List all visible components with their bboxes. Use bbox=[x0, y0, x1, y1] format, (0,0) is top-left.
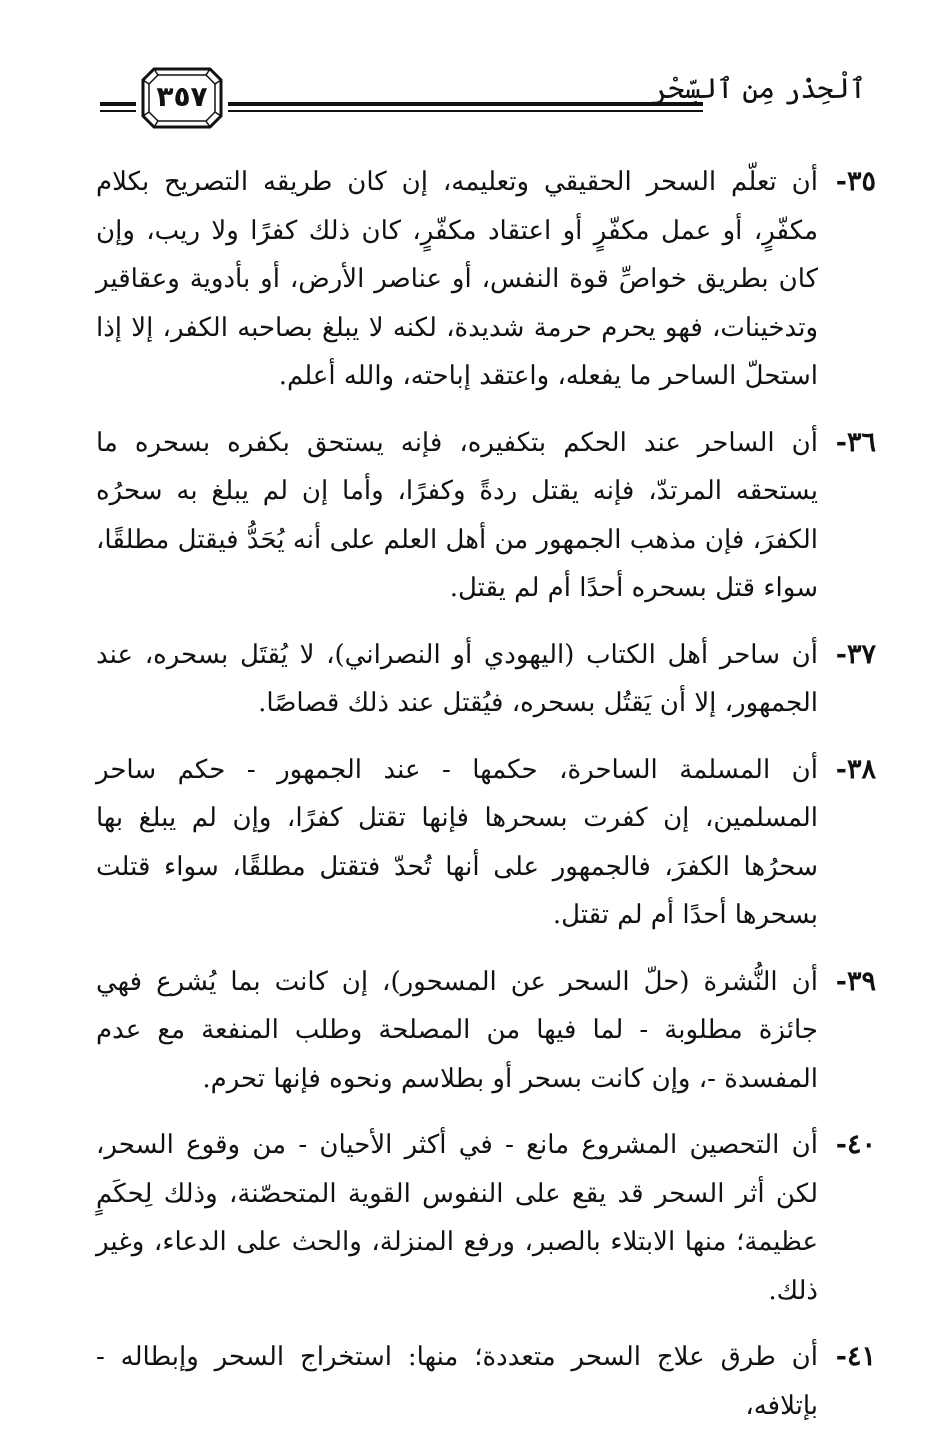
list-item bbox=[96, 746, 876, 940]
item-text: أن التحصين المشروع مانع - في أكثر الأحيان - من وقوع السحر، لكن أثر السحر قد يقع على النفوس القوية المتحصّنة، وذلك لِحكَمٍ عظيمة؛ منها الابتلاء بالصبر، ورفع المنزلة، والحث على الدعاء، وغير ذلك. bbox=[96, 1130, 818, 1306]
list-item bbox=[96, 631, 876, 728]
list-item bbox=[96, 958, 876, 1104]
page-header bbox=[98, 62, 866, 142]
header-rule bbox=[228, 102, 703, 112]
item-number: ٣٥- bbox=[835, 166, 876, 197]
header-rule-short bbox=[100, 102, 136, 112]
page-number-badge bbox=[140, 66, 224, 130]
running-title: ٱلْحِذْر مِن ٱلسِّحْر bbox=[651, 72, 866, 105]
list-item bbox=[96, 1121, 876, 1315]
item-text: أن النُّشرة (حلّ السحر عن المسحور)، إن كانت بما يُشرع فهي جائزة مطلوبة - لما فيها من المصلحة وطلب المنفعة مع عدم المفسدة -، وإن كانت بسحر أو بطلاسم ونحوه فإنها تحرم. bbox=[96, 966, 818, 1094]
page-number: ٣٥٧ bbox=[156, 80, 208, 113]
item-number: ٤٠- bbox=[835, 1129, 876, 1160]
list-item bbox=[96, 158, 876, 401]
page-body bbox=[96, 158, 876, 1448]
item-number: ٣٩- bbox=[835, 965, 876, 997]
item-number: ٣٨- bbox=[835, 753, 876, 785]
list-item bbox=[96, 419, 876, 613]
item-number: ٤١- bbox=[835, 1341, 876, 1372]
item-text: أن طرق علاج السحر متعددة؛ منها: استخراج السحر وإبطاله - بإتلافه، bbox=[96, 1342, 818, 1421]
item-text: أن المسلمة الساحرة، حكمها - عند الجمهور - حكم ساحر المسلمين، إن كفرت بسحرها فإنها تقتل كفرًا، وإن لم يبلغ بها سحرُها الكفرَ، فالجمهور على أنها تُحدّ فتقتل مطلقًا، سواء قتلت بسحرها أحدًا أم لم تقتل. bbox=[96, 754, 818, 930]
item-text: أن تعلّم السحر الحقيقي وتعليمه، إن كان طريقه التصريح بكلام مكفّرٍ، أو عمل مكفّرٍ أو اعتقاد مكفّرٍ، كان ذلك كفرًا ولا ريب، وإن كان بطريق خواصِّ قوة النفس، أو عناصر الأرض، أو بأدوية وعقاقير وتدخينات، فهو يحرم حرمة شديدة، لكنه لا يبلغ بصاحبه الكفر، إلا إذا استحلّ الساحر ما يفعله، واعتقد إباحته، والله أعلم. bbox=[96, 167, 818, 391]
item-number: ٣٦- bbox=[835, 426, 876, 458]
item-number: ٣٧- bbox=[835, 638, 876, 670]
item-text: أن ساحر أهل الكتاب (اليهودي أو النصراني)، لا يُقتَل بسحره، عند الجمهور، إلا أن يَقتُل بسحره، فيُقتل عند ذلك قصاصًا. bbox=[96, 639, 818, 718]
item-text: أن الساحر عند الحكم بتكفيره، فإنه يستحق بكفره بسحره ما يستحقه المرتدّ، فإنه يقتل ردةً وكفرًا، وأما إن لم يبلغ به سحرُه الكفرَ، فإن مذهب الجمهور من أهل العلم على أنه يُحَدُّ فيقتل مطلقًا، سواء قتل بسحره أحدًا أم لم يقتل. bbox=[96, 427, 818, 603]
